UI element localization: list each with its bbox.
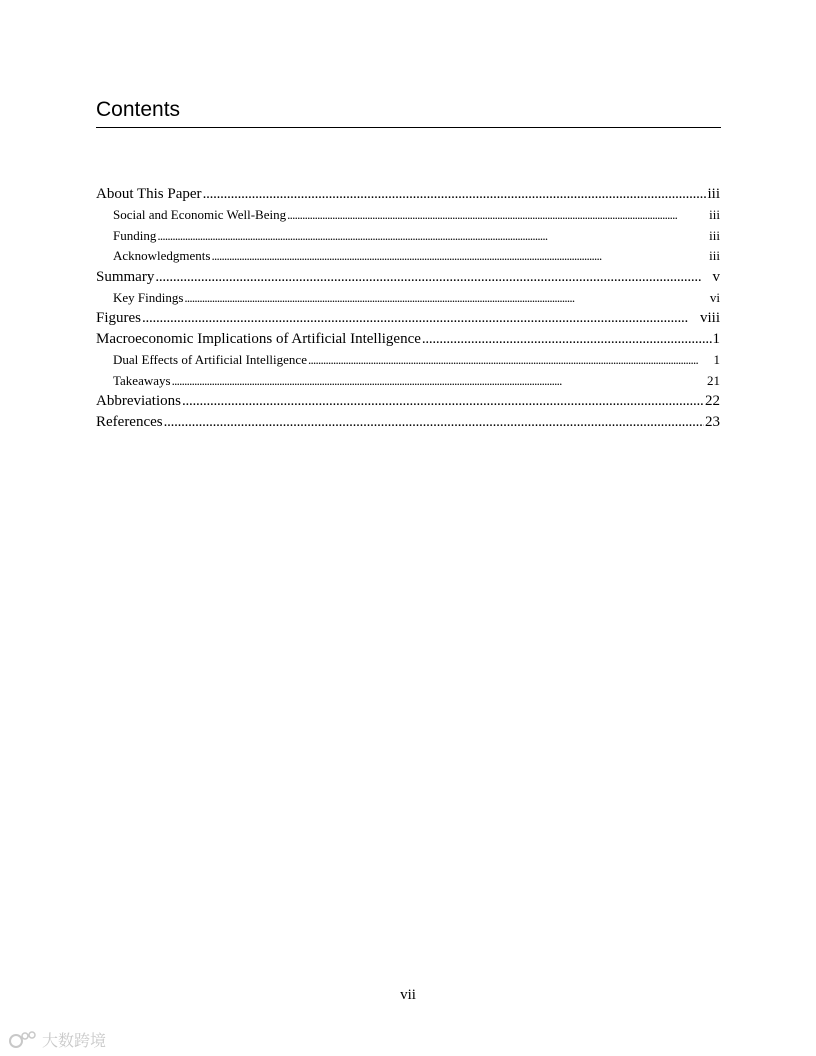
toc-entry-page-number: iii — [707, 186, 720, 202]
toc-entry-page-number: v — [712, 268, 720, 285]
toc-entry-page-number: 1 — [712, 331, 720, 347]
toc-dot-leader — [182, 391, 704, 412]
toc-entry[interactable] — [96, 371, 720, 392]
toc-dot-leader — [422, 329, 712, 350]
toc-entry[interactable] — [96, 350, 720, 371]
toc-entry[interactable] — [96, 226, 720, 247]
toc-entry[interactable] — [96, 184, 720, 205]
toc-dot-leader — [211, 246, 708, 267]
toc-dot-leader — [203, 184, 707, 205]
toc-entry-title: Funding — [113, 227, 157, 243]
toc-entry-page-number: iii — [709, 207, 720, 222]
toc-entry[interactable] — [96, 412, 720, 433]
toc-entry-page-number: 1 — [713, 352, 720, 367]
toc-entry-page-number: vi — [709, 289, 720, 305]
toc-dot-leader — [157, 226, 708, 247]
toc-entry-page-number: iii — [709, 248, 720, 263]
toc-entry-title: Abbreviations — [96, 393, 181, 409]
toc-entry[interactable] — [96, 267, 720, 288]
watermark — [8, 1028, 106, 1051]
toc-dot-leader — [164, 412, 704, 433]
toc-entry-page-number: 22 — [705, 393, 720, 409]
watermark-logo-icon — [8, 1029, 38, 1051]
toc-dot-leader — [172, 371, 706, 392]
toc-entry-title: About This Paper — [96, 186, 202, 202]
toc-dot-leader — [287, 205, 708, 226]
toc-entry-page-number: 23 — [705, 414, 720, 430]
toc-entry-title: Summary — [96, 268, 155, 285]
toc-entry[interactable] — [96, 205, 720, 226]
toc-entry-page-number: 21 — [707, 372, 720, 388]
toc-dot-leader — [142, 308, 699, 329]
toc-entry-title: References — [96, 414, 163, 430]
toc-entry-title: Macroeconomic Implications of Artificial Intelligence — [96, 331, 421, 347]
toc-entry[interactable] — [96, 246, 720, 267]
toc-entry-title: Acknowledgments — [113, 248, 211, 263]
toc-dot-leader — [155, 267, 711, 288]
toc-entry[interactable] — [96, 308, 720, 329]
toc-entry[interactable] — [96, 329, 720, 350]
toc-dot-leader — [184, 288, 708, 309]
page-title: Contents — [96, 98, 181, 121]
toc-entry-title: Social and Economic Well-Being — [113, 207, 287, 222]
toc-dot-leader — [308, 350, 713, 371]
toc-entry-title: Takeaways — [113, 372, 171, 388]
toc-entry-page-number: viii — [699, 310, 720, 326]
title-divider — [96, 127, 721, 128]
toc-entry-title: Dual Effects of Artificial Intelligence — [113, 352, 307, 367]
page-number: vii — [400, 987, 416, 1003]
toc-entry-title: Key Findings — [113, 289, 184, 305]
toc-entry[interactable] — [96, 288, 720, 309]
table-of-contents — [96, 184, 720, 433]
toc-entry-title: Figures — [96, 310, 141, 326]
watermark-text: 大数跨境 — [42, 1031, 107, 1050]
toc-entry-page-number: iii — [709, 227, 720, 243]
toc-entry[interactable] — [96, 391, 720, 412]
